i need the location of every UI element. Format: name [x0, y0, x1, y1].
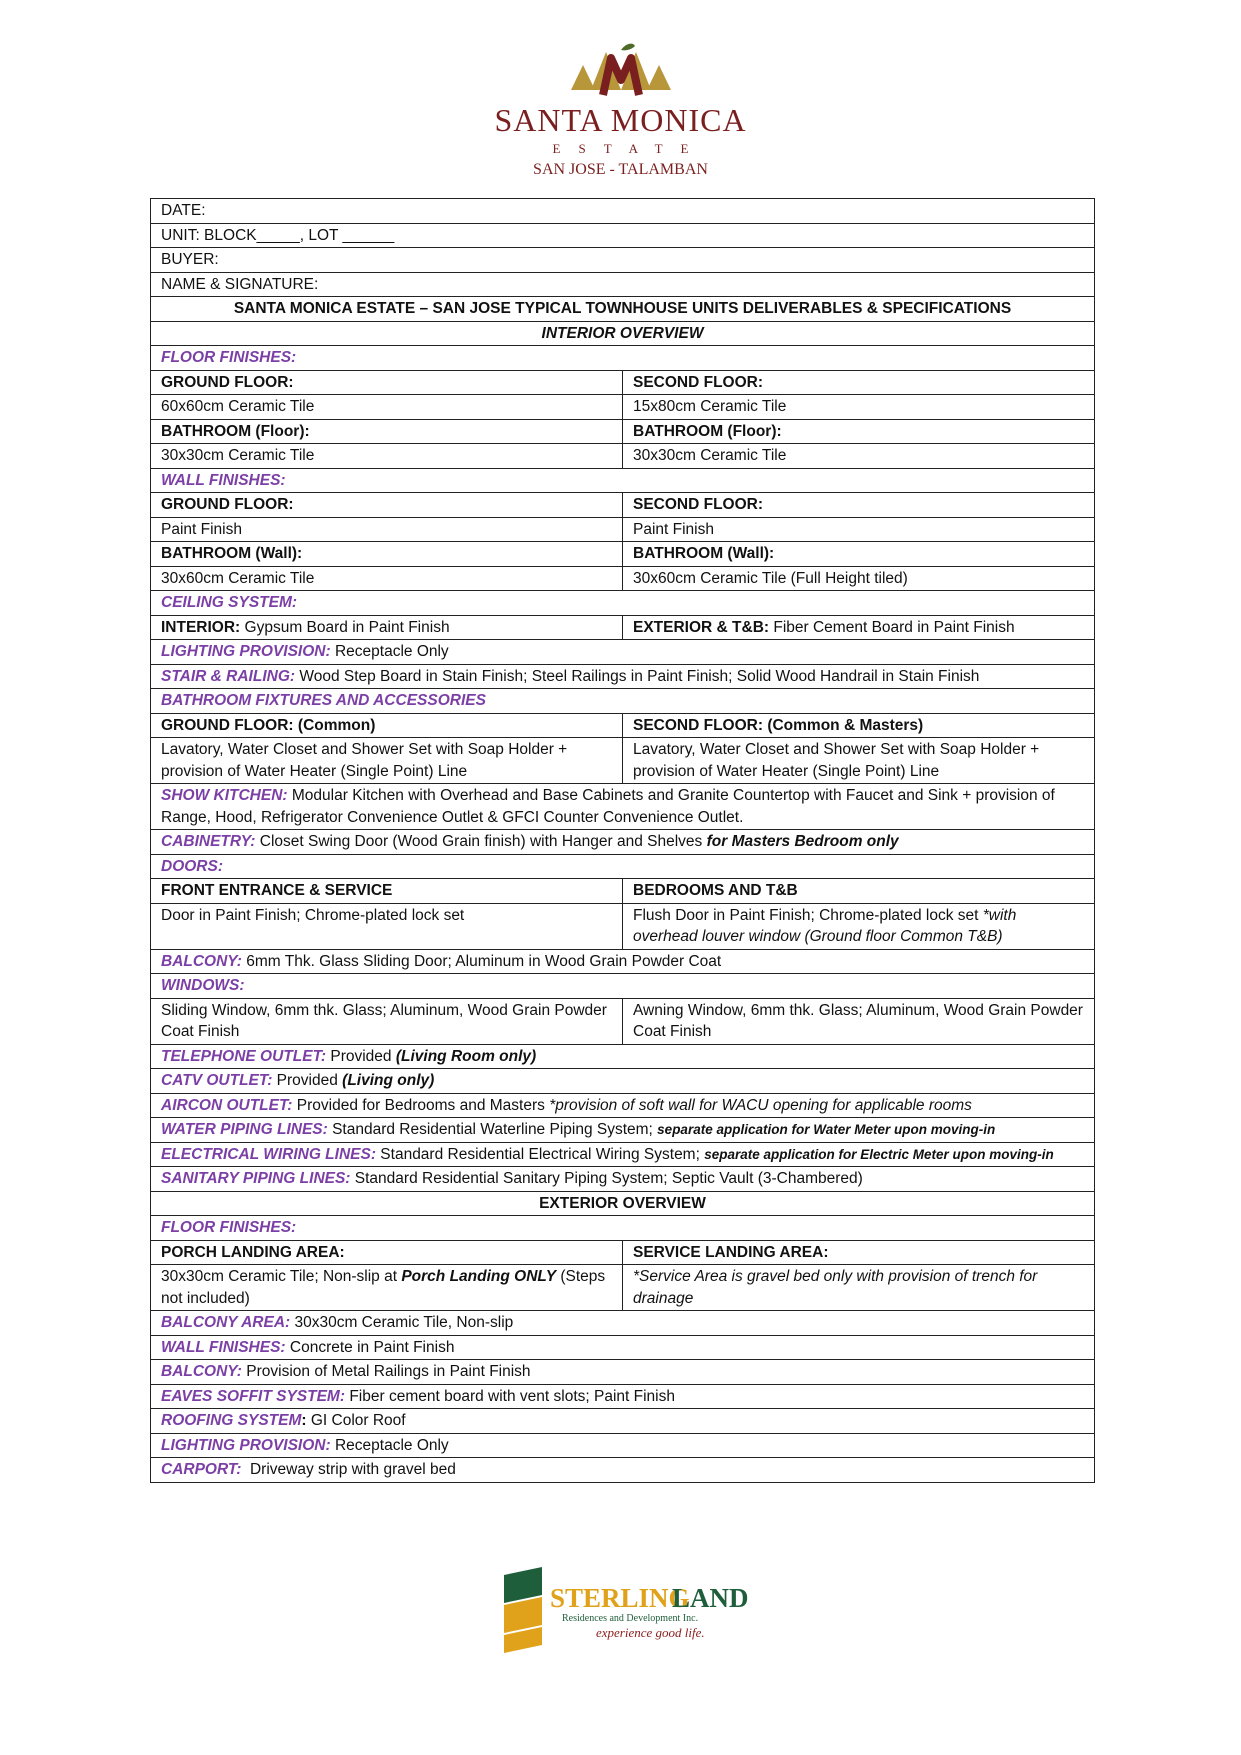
spec-value: 30x30cm Ceramic Tile, Non-slip [290, 1314, 514, 1331]
spec-cell [151, 1265, 623, 1311]
spec-cell [151, 949, 1095, 974]
spec-note: separate application for Electric Meter upon moving-in [704, 1146, 1054, 1162]
spec-value: Paint Finish [623, 517, 1095, 542]
spec-value: Standard Residential Waterline Piping System; [327, 1121, 658, 1138]
spec-value: GI Color Roof [306, 1412, 406, 1429]
spec-label: SECOND FLOOR: (Common & Masters) [623, 713, 1095, 738]
spec-label: STAIR & RAILING: [161, 667, 296, 685]
spec-cell [151, 615, 623, 640]
section-wall-finishes: WALL FINISHES: [151, 468, 1095, 493]
section-floor-finishes: FLOOR FINISHES: [151, 346, 1095, 371]
spec-value: Provided [326, 1047, 396, 1065]
section-ceiling-system: CEILING SYSTEM: [151, 591, 1095, 616]
spec-cell [151, 1384, 1095, 1409]
spec-label: PORCH LANDING AREA: [151, 1240, 623, 1265]
spec-value: Door in Paint Finish; Chrome-plated lock set [151, 903, 623, 949]
spec-value: Awning Window, 6mm thk. Glass; Aluminum, Wood Grain Powder Coat Finish [623, 998, 1095, 1044]
spec-note: Porch Landing ONLY [401, 1268, 557, 1285]
spec-cell [623, 903, 1095, 949]
spec-label: ROOFING SYSTEM [161, 1412, 302, 1429]
spec-value: Sliding Window, 6mm thk. Glass; Aluminum, Wood Grain Powder Coat Finish [151, 998, 623, 1044]
spec-note: *provision of soft wall for WACU opening for applicable rooms [549, 1096, 972, 1114]
spec-note: *with overhead louver window (Ground floor Common T&B) [633, 906, 1017, 945]
spec-label: BATHROOM (Wall): [623, 542, 1095, 567]
spec-cell [151, 1142, 1095, 1167]
spec-label: CARPORT: [161, 1461, 242, 1478]
spec-value: Flush Door in Paint Finish; Chrome-plated lock set [633, 906, 983, 924]
santa-monica-emblem-icon [561, 40, 681, 100]
spec-value: Driveway strip with gravel bed [241, 1461, 456, 1478]
spec-cell [151, 1335, 1095, 1360]
spec-value: Wood Step Board in Stain Finish; Steel Railings in Paint Finish; Solid Wood Handrail in Stain Finish [295, 667, 980, 685]
spec-cell [151, 1433, 1095, 1458]
form-row [151, 272, 1095, 297]
buyer-field: BUYER: [151, 248, 1095, 273]
spec-label: INTERIOR: [161, 618, 241, 636]
sterlingland-mark-icon [500, 1565, 760, 1655]
spec-value: 30x30cm Ceramic Tile [151, 444, 623, 469]
form-row [151, 248, 1095, 273]
document-title: SANTA MONICA ESTATE – SAN JOSE TYPICAL TOWNHOUSE UNITS DELIVERABLES & SPECIFICATIONS [151, 297, 1095, 322]
spec-value: 30x30cm Ceramic Tile; Non-slip at [161, 1268, 402, 1285]
spec-value: Closet Swing Door (Wood Grain finish) with Hanger and Shelves [255, 833, 707, 850]
spec-table [150, 198, 1095, 1483]
section-windows: WINDOWS: [151, 974, 1095, 999]
form-row [151, 223, 1095, 248]
spec-value: Paint Finish [151, 517, 623, 542]
spec-label: SANITARY PIPING LINES: [161, 1170, 351, 1187]
spec-colon: : [301, 1412, 307, 1429]
spec-label: GROUND FLOOR: [151, 493, 623, 518]
spec-value: Provision of Metal Railings in Paint Finish [241, 1363, 531, 1380]
spec-note: for Masters Bedroom only [706, 833, 899, 850]
unit-field: UNIT: BLOCK_____, LOT ______ [151, 223, 1095, 248]
spec-note: (Living Room only) [395, 1047, 537, 1065]
spec-value: Standard Residential Electrical Wiring System; [376, 1145, 705, 1163]
spec-value: Fiber cement board with vent slots; Paint Finish [345, 1387, 675, 1405]
spec-value: Modular Kitchen with Overhead and Base Cabinets and Granite Countertop with Faucet and Sink + provision of Range, Hood, Refrigerator Convenience Outlet & GFCI Counter Convenience Outlet. [161, 787, 1055, 826]
spec-value: Lavatory, Water Closet and Shower Set with Soap Holder + provision of Water Heater (Single Point) Line [623, 738, 1095, 784]
spec-value: 30x30cm Ceramic Tile [623, 444, 1095, 469]
spec-label: FRONT ENTRANCE & SERVICE [151, 879, 623, 904]
spec-label: BALCONY AREA: [161, 1314, 291, 1331]
header-logo [0, 40, 1241, 179]
spec-label: BATHROOM (Floor): [151, 419, 623, 444]
spec-cell [151, 830, 1095, 855]
spec-value: Provided [272, 1072, 343, 1089]
section-bathroom-fixtures: BATHROOM FIXTURES AND ACCESSORIES [151, 689, 1095, 714]
spec-cell [151, 640, 1095, 665]
spec-value: Fiber Cement Board in Paint Finish [769, 618, 1015, 636]
section-exterior-floor-finishes: FLOOR FINISHES: [151, 1216, 1095, 1241]
company-tagline: experience good life. [596, 1625, 705, 1640]
spec-cell [151, 784, 1095, 830]
spec-cell [151, 1409, 1095, 1434]
company-name: STERLING [550, 1583, 690, 1613]
spec-value: 30x60cm Ceramic Tile (Full Height tiled) [623, 566, 1095, 591]
spec-label: LIGHTING PROVISION: [161, 643, 331, 660]
spec-value: Receptacle Only [330, 643, 449, 660]
section-doors: DOORS: [151, 854, 1095, 879]
spec-label: CABINETRY: [161, 833, 256, 850]
spec-cell [151, 664, 1095, 689]
spec-value: 60x60cm Ceramic Tile [151, 395, 623, 420]
spec-label: SHOW KITCHEN: [161, 787, 288, 804]
brand-subtitle: ESTATE [552, 141, 707, 156]
form-row [151, 199, 1095, 224]
spec-label: ELECTRICAL WIRING LINES: [161, 1145, 376, 1163]
name-signature-field: NAME & SIGNATURE: [151, 272, 1095, 297]
spec-label: SECOND FLOOR: [623, 493, 1095, 518]
spec-value: 30x60cm Ceramic Tile [151, 566, 623, 591]
spec-cell [151, 1093, 1095, 1118]
spec-cell [151, 1360, 1095, 1385]
spec-label: EAVES SOFFIT SYSTEM: [161, 1387, 346, 1405]
spec-note: (Living only) [342, 1072, 435, 1089]
spec-label: GROUND FLOOR: (Common) [151, 713, 623, 738]
spec-cell [151, 1118, 1095, 1143]
spec-label: BALCONY: [161, 1363, 242, 1380]
spec-value: Receptacle Only [330, 1436, 449, 1454]
spec-label: EXTERIOR & T&B: [633, 618, 770, 636]
spec-label: CATV OUTLET: [161, 1072, 273, 1089]
spec-label: BATHROOM (Floor): [623, 419, 1095, 444]
spec-value: Concrete in Paint Finish [285, 1338, 455, 1356]
spec-cell [151, 1044, 1095, 1069]
brand-name: SANTA MONICA [494, 102, 747, 138]
spec-label: SECOND FLOOR: [623, 370, 1095, 395]
spec-note: *Service Area is gravel bed only with provision of trench for drainage [623, 1265, 1095, 1311]
spec-value: (Steps not included) [161, 1268, 606, 1307]
spec-cell [151, 1069, 1095, 1094]
spec-cell [151, 1458, 1095, 1483]
spec-label: WALL FINISHES: [161, 1338, 286, 1356]
date-field: DATE: [151, 199, 1095, 224]
company-subtitle: Residences and Development Inc. [562, 1613, 699, 1624]
spec-value: Standard Residential Sanitary Piping System; Septic Vault (3-Chambered) [350, 1170, 863, 1187]
spec-value: Lavatory, Water Closet and Shower Set with Soap Holder + provision of Water Heater (Single Point) Line [151, 738, 623, 784]
sterlingland-logo [500, 1565, 760, 1655]
spec-label: WATER PIPING LINES: [161, 1121, 328, 1138]
spec-label: SERVICE LANDING AREA: [623, 1240, 1095, 1265]
spec-label: LIGHTING PROVISION: [161, 1436, 331, 1454]
spec-label: BEDROOMS AND T&B [623, 879, 1095, 904]
spec-value: 15x80cm Ceramic Tile [623, 395, 1095, 420]
exterior-heading: EXTERIOR OVERVIEW [151, 1191, 1095, 1216]
spec-value: 6mm Thk. Glass Sliding Door; Aluminum in Wood Grain Powder Coat [241, 952, 722, 970]
spec-value: Provided for Bedrooms and Masters [292, 1096, 550, 1114]
company-name-b: LAND [672, 1583, 749, 1613]
spec-cell [151, 1311, 1095, 1336]
spec-label: AIRCON OUTLET: [161, 1096, 293, 1114]
brand-location: SAN JOSE - TALAMBAN [533, 161, 708, 178]
interior-heading: INTERIOR OVERVIEW [151, 321, 1095, 346]
spec-value: Gypsum Board in Paint Finish [240, 618, 450, 636]
spec-note: separate application for Water Meter upon moving-in [657, 1122, 996, 1137]
spec-cell [623, 615, 1095, 640]
spec-label: BALCONY: [161, 952, 242, 970]
spec-cell [151, 1167, 1095, 1192]
spec-label: TELEPHONE OUTLET: [161, 1047, 327, 1065]
spec-label: BATHROOM (Wall): [151, 542, 623, 567]
spec-label: GROUND FLOOR: [151, 370, 623, 395]
